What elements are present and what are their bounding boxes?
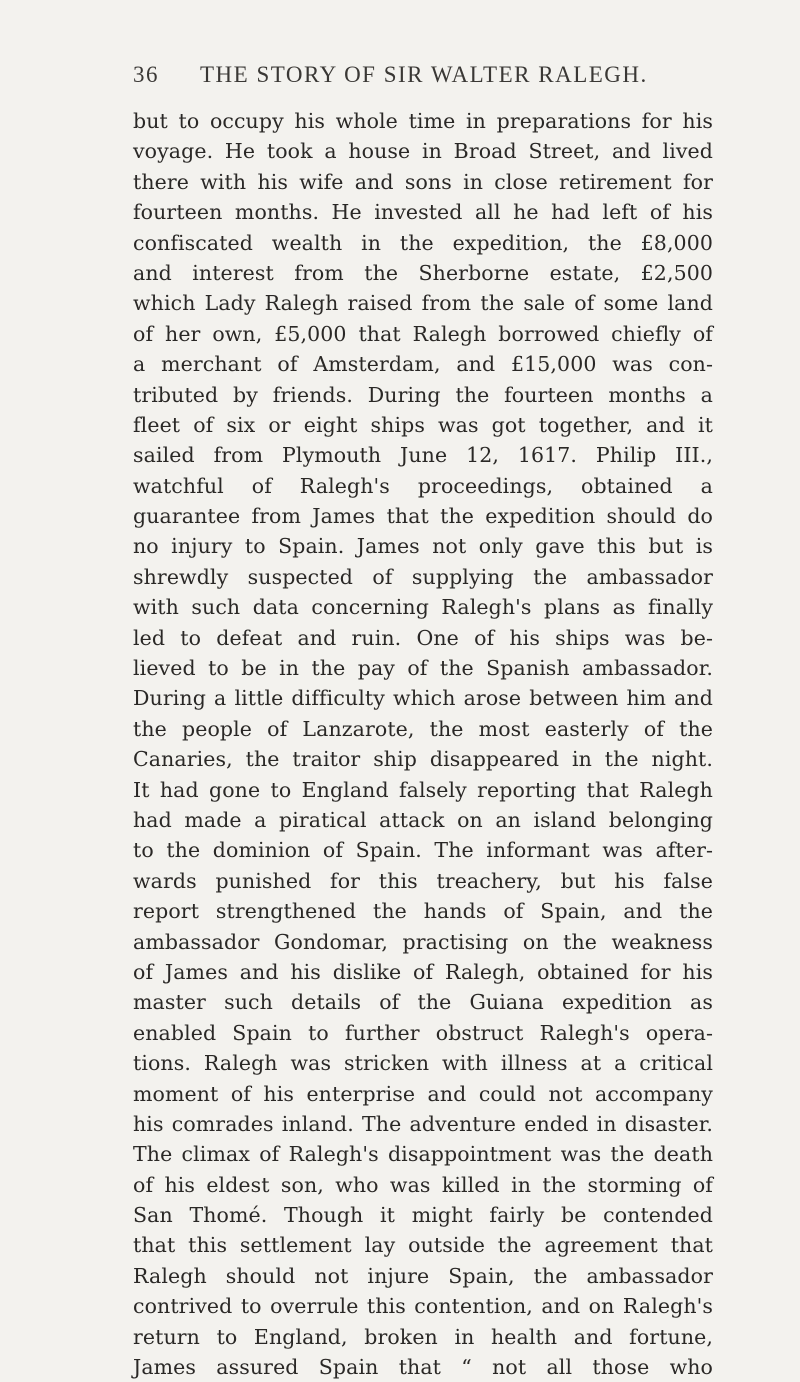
text-line: Ralegh should not injure Spain, the ambassador [133,1263,713,1288]
text-line: lieved to be in the pay of the Spanish ambassador. [133,656,713,681]
text-line: report strengthened the hands of Spain, and the [133,899,713,924]
text-line: fourteen months. He invested all he had left of his [133,200,713,225]
text-line: ambassador Gondomar, practising on the weakness [133,929,713,954]
text-line: there with his wife and sons in close retirement for [133,169,713,194]
text-line: with such data concerning Ralegh's plans as finally [133,595,713,620]
text-line: master such details of the Guiana expedition as [133,990,713,1015]
text-line: of James and his dislike of Ralegh, obtained for his [133,959,713,984]
text-line: his comrades inland. The adventure ended in disaster. [133,1111,713,1136]
text-line: which Lady Ralegh raised from the sale of some land [133,291,713,316]
text-line: that this settlement lay outside the agreement that [133,1233,713,1258]
text-line: of his eldest son, who was killed in the storming of [133,1172,713,1197]
text-line: return to England, broken in health and fortune, [133,1324,713,1349]
text-line: enabled Spain to further obstruct Ralegh's opera- [133,1020,713,1045]
text-line: watchful of Ralegh's proceedings, obtained a [133,473,713,498]
text-line: wards punished for this treachery, but his false [133,868,713,893]
text-line: fleet of six or eight ships was got together, and it [133,412,713,437]
text-line: had made a piratical attack on an island belonging [133,807,713,832]
page-number: 36 [133,62,159,87]
page-header [133,62,733,92]
text-line: confiscated wealth in the expedition, the £8,000 [133,230,713,255]
text-line: moment of his enterprise and could not accompany [133,1081,713,1106]
text-line: a merchant of Amsterdam, and £15,000 was con- [133,352,713,377]
text-line: to the dominion of Spain. The informant was after- [133,838,713,863]
text-line: sailed from Plymouth June 12, 1617. Philip III., [133,443,713,468]
text-line: The climax of Ralegh's disappointment was the death [133,1142,713,1167]
text-line: no injury to Spain. James not only gave this but is [133,534,713,559]
text-line: San Thomé. Though it might fairly be contended [133,1203,713,1228]
text-line: but to occupy his whole time in preparations for his [133,109,713,133]
body-text [133,106,713,1382]
text-line: tributed by friends. During the fourteen months a [133,382,713,407]
text-line: It had gone to England falsely reporting that Ralegh [133,777,713,802]
text-line: voyage. He took a house in Broad Street, and lived [133,139,713,164]
text-line: and interest from the Sherborne estate, £2,500 [133,260,713,285]
text-line: James assured Spain that “ not all those who [133,1355,713,1380]
text-line: contrived to overrule this contention, and on Ralegh's [133,1294,713,1319]
text-line: of her own, £5,000 that Ralegh borrowed chiefly of [133,321,713,346]
text-line: the people of Lanzarote, the most easterly of the [133,716,713,741]
text-line: guarantee from James that the expedition should do [133,504,713,529]
text-line: led to defeat and ruin. One of his ships was be- [133,625,713,650]
text-line: Canaries, the traitor ship disappeared in the night. [133,747,713,772]
text-line: shrewdly suspected of supplying the ambassador [133,564,713,589]
text-line: tions. Ralegh was stricken with illness at a critical [133,1051,713,1076]
running-title: THE STORY OF SIR WALTER RALEGH. [200,62,648,87]
text-line: During a little difficulty which arose between him and [133,686,713,711]
